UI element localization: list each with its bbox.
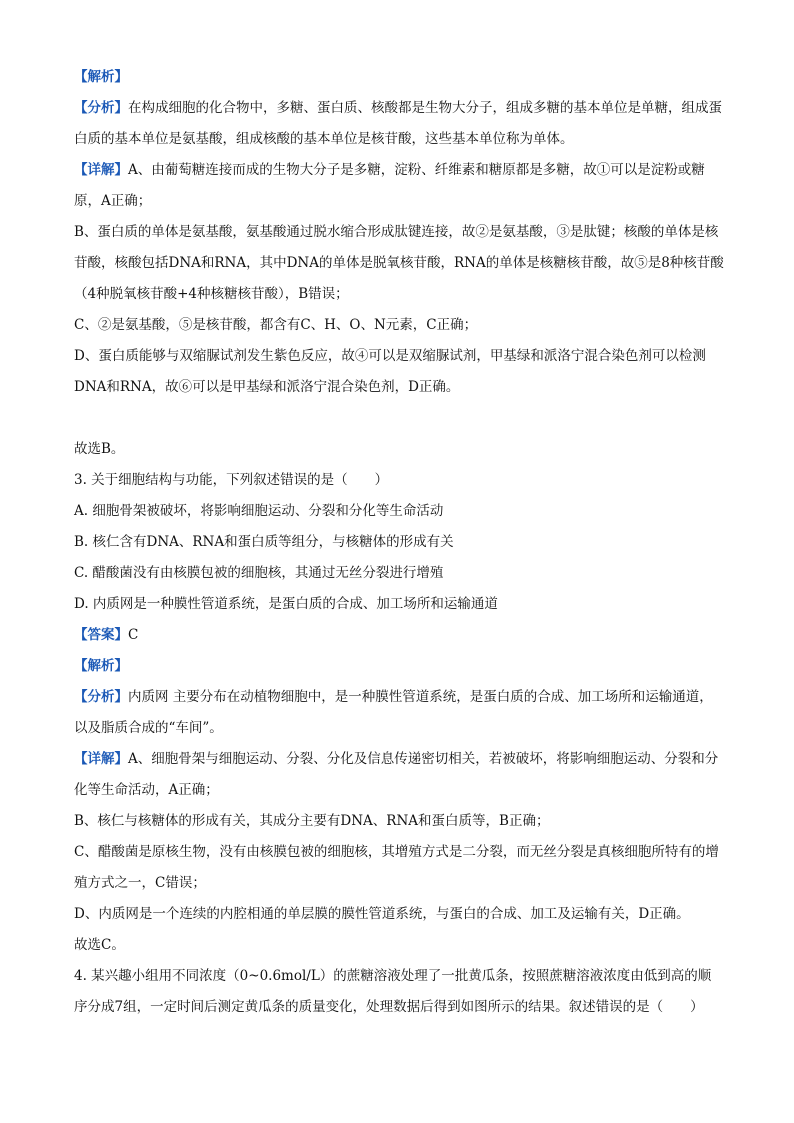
q3-detail-d: D、内质网是一个连续的内腔相通的单层膜的膜性管道系统，与蛋白的合成、加工及运输有关，D正确。: [74, 906, 690, 922]
q3-option-d: D. 内质网是一种膜性管道系统，是蛋白质的合成、加工场所和运输通道: [74, 596, 498, 612]
q3-detail-b: B、核仁与核糖体的形成有关，其成分主要有DNA、RNA和蛋白质等，B正确；: [74, 813, 550, 829]
fenxi-tag: 【分析】: [74, 689, 128, 705]
q3-answer: [74, 620, 724, 651]
jiexi-tag: 【解析】: [74, 658, 128, 674]
jiexi-tag: 【解析】: [74, 69, 128, 85]
q2-detail-d: D、蛋白质能够与双缩脲试剂发生紫色反应，故④可以是双缩脲试剂，甲基绿和派洛宁混合染色剂可以检测DNA和RNA，故⑥可以是甲基绿和派洛宁混合染色剂，D正确。: [74, 348, 706, 395]
q4-stem: 4. 某兴趣小组用不同浓度（0~0.6mol/L）的蔗糖溶液处理了一批黄瓜条，按照蔗糖溶液浓度由低到高的顺序分成7组，一定时间后测定黄瓜条的质量变化，处理数据后得到如图所示的结果。叙述错误的是（ ）: [74, 968, 712, 1015]
q2-detail-a: [74, 155, 724, 217]
q3-option-a: A. 细胞骨架被破坏，将影响细胞运动、分裂和分化等生命活动: [74, 503, 444, 519]
q3-detail-a: [74, 744, 724, 806]
q3-option-c: C. 醋酸菌没有由核膜包被的细胞核，其通过无丝分裂进行增殖: [74, 565, 444, 581]
q2-analysis-paragraph: [74, 93, 724, 155]
q3-detail-a-text: A、细胞骨架与细胞运动、分裂、分化及信息传递密切相关，若被破坏，将影响细胞运动、分裂和分化等生命活动，A正确；: [74, 751, 719, 798]
q2-conclusion: 故选B。: [74, 441, 125, 457]
q2-detail-a-text: A、由葡萄糖连接而成的生物大分子是多糖，淀粉、纤维素和糖原都是多糖，故①可以是淀粉或糖原，A正确；: [74, 162, 705, 209]
q2-detail-c: C、②是氨基酸，⑤是核苷酸，都含有C、H、O、N元素，C正确；: [74, 317, 478, 333]
q3-answer-value: C: [128, 627, 139, 643]
q3-analysis-text: 内质网 主要分布在动植物细胞中，是一种膜性管道系统，是蛋白质的合成、加工场所和运输通道，以及脂质合成的“车间”。: [74, 689, 713, 736]
q2-analysis-text: 在构成细胞的化合物中，多糖、蛋白质、核酸都是生物大分子，组成多糖的基本单位是单糖，组成蛋白质的基本单位是氨基酸，组成核酸的基本单位是核苷酸，这些基本单位称为单体。: [74, 100, 722, 147]
daan-tag: 【答案】: [74, 627, 128, 643]
q3-option-b: B. 核仁含有DNA、RNA和蛋白质等组分，与核糖体的形成有关: [74, 534, 454, 550]
q2-analysis-heading: [74, 62, 724, 93]
q3-detail-c: C、醋酸菌是原核生物，没有由核膜包被的细胞核，其增殖方式是二分裂，而无丝分裂是真核细胞所特有的增殖方式之一，C错误；: [74, 844, 719, 891]
paragraph-spacer: [74, 403, 724, 434]
q3-stem: 3. 关于细胞结构与功能，下列叙述错误的是（ ）: [74, 472, 389, 488]
q3-analysis-paragraph: [74, 682, 724, 744]
xiangjie-tag: 【详解】: [74, 751, 128, 767]
q3-analysis-heading: [74, 651, 724, 682]
q3-conclusion: 故选C。: [74, 937, 125, 953]
fenxi-tag: 【分析】: [74, 100, 128, 116]
document-body: [74, 62, 724, 1023]
xiangjie-tag: 【详解】: [74, 162, 128, 178]
q2-detail-b: B、蛋白质的单体是氨基酸，氨基酸通过脱水缩合形成肽键连接，故②是氨基酸，③是肽键；核酸的单体是核苷酸，核酸包括DNA和RNA，其中DNA的单体是脱氧核苷酸，RNA的单体是核糖核苷酸，故⑤是8种核苷酸（4种脱氧核苷酸+4种核糖核苷酸），B错误；: [74, 224, 724, 302]
